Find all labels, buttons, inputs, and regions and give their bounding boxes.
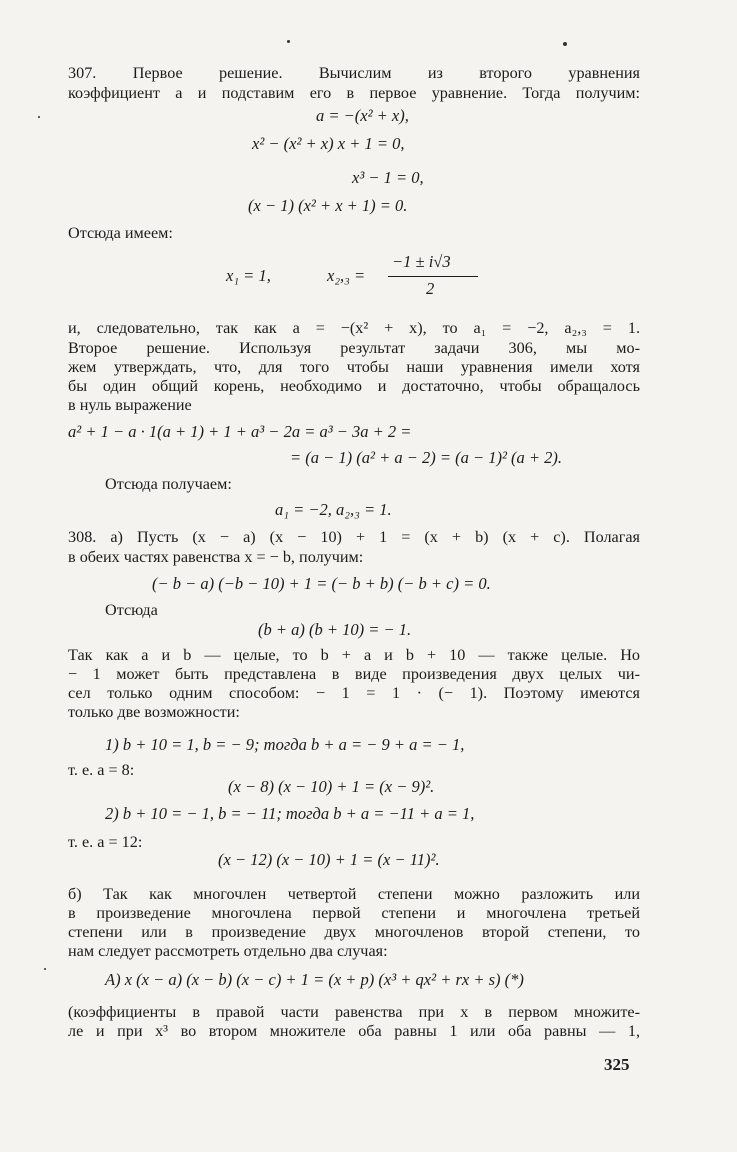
root-x1: x₁ = 1, [226,266,271,285]
print-speck [287,40,290,43]
equation: (b + a) (b + 10) = − 1. [258,620,412,639]
equation: x² − (x² + x) x + 1 = 0, [252,134,405,153]
text-line: 307. Первое решение. Вычислим из второго уравнения [68,64,640,82]
text-line: в нуль выражение [68,396,192,414]
text-line: сел только одним способом: − 1 = 1 · (− 1). Поэтому имеются [68,684,640,702]
text-line: в обеих частях равенства x = − b, получим: [68,548,364,566]
equation: (− b − a) (−b − 10) + 1 = (− b + b) (− b + c) = 0. [152,574,491,593]
fraction-numerator: −1 ± i√3 [392,252,451,271]
page-number: 325 [604,1055,630,1074]
print-speck [563,42,567,46]
equation: (x − 12) (x − 10) + 1 = (x − 11)². [218,850,440,869]
equation: (x − 1) (x² + x + 1) = 0. [248,196,408,215]
equation: x³ − 1 = 0, [352,168,424,187]
fraction-denominator: 2 [426,279,435,298]
text-line: бы один общий корень, необходимо и достаточно, чтобы обращалось [68,377,640,395]
equation: a = −(x² + x), [316,106,409,125]
text-line: б) Так как многочлен четвертой степени можно разложить или [68,885,640,903]
equation: = (a − 1) (a² + a − 2) = (a − 1)² (a + 2). [290,448,563,467]
text-line: Отсюда получаем: [105,475,232,493]
text-line: (коэффициенты в правой части равенства при x в первом множите- [68,1003,640,1021]
text-line: Отсюда имеем: [68,224,173,242]
text-line: ле и при x³ во втором множителе оба равны 1 или оба равны — 1, [68,1022,640,1040]
text-line: 308. а) Пусть (x − a) (x − 10) + 1 = (x + b) (x + c). Полагая [68,528,640,546]
equation: А) x (x − a) (x − b) (x − c) + 1 = (x + p) (x³ + qx² + rx + s) (*) [105,970,524,989]
text-line: Отсюда [105,601,158,619]
text-line: Второе решение. Используя результат задачи 306, мы мо- [68,339,640,357]
text-line: нам следует рассмотреть отдельно два случая: [68,942,388,960]
text-line: только две возможности: [68,703,240,721]
text-line: Так как a и b — целые, то b + a и b + 10 — также целые. Но [68,646,640,664]
text-line: в произведение многочлена первой степени и многочлена третьей [68,904,640,922]
print-speck [44,968,46,970]
root-x23-lhs: x₂,₃ = [327,266,366,285]
text-line: жем утверждать, что, для того чтобы наши уравнения имели хотя [68,358,640,376]
text-line: коэффициент a и подставим его в первое уравнение. Тогда получим: [68,84,640,102]
case-2: 2) b + 10 = − 1, b = − 11; тогда b + a = −11 + a = 1, [105,804,475,823]
text-line: т. е. a = 8: [68,761,135,779]
fraction-bar [388,276,478,277]
print-speck [38,116,40,118]
equation: (x − 8) (x − 10) + 1 = (x − 9)². [228,777,435,796]
case-1: 1) b + 10 = 1, b = − 9; тогда b + a = − 9 + a = − 1, [105,735,465,754]
text-line: степени или в произведение двух многочленов второй степени, то [68,923,640,941]
equation: a² + 1 − a · 1(a + 1) + 1 + a³ − 2a = a³ − 3a + 2 = [68,422,412,441]
text-line: − 1 может быть представлена в виде произведения двух целых чи- [68,665,640,683]
text-line: и, следовательно, так как a = −(x² + x), то a₁ = −2, a₂,₃ = 1. [68,319,640,337]
text-line: т. е. a = 12: [68,833,143,851]
equation: a₁ = −2, a₂,₃ = 1. [275,500,392,519]
